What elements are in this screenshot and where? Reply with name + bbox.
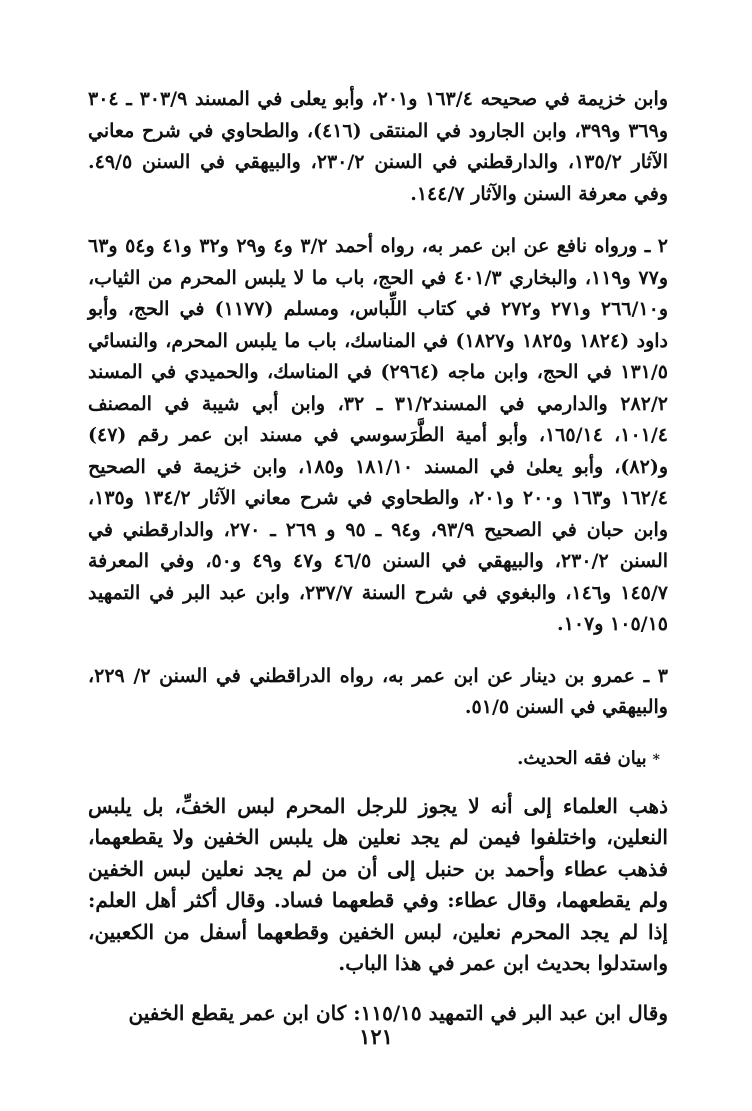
heading-star: * xyxy=(652,751,660,768)
paragraph-fiqh: ذهب العلماء إلى أنه لا يجوز للرجل المحرم لبس الخفِّ، بل يلبس النعلين، واختلفوا فيمن لم يجد نعلين هل يلبس الخفين ولا يقطعهما، فذهب عطاء وأحمد بن حنبل إلى أن من لم يجد نعلين لبس الخفين ولم يقطعهما، وقال عطاء: وفي قطعهما فساد. وقال أكثر أهل العلم: إذا لم يجد المحرم نعلين، لبس الخفين وقطعهما أسفل من الكعبين، واستدلوا بحديث ابن عمر في هذا الباب. xyxy=(88,793,668,975)
paragraph-last-line: وقال ابن عبد البر في التمهيد ١١٥/١٥: كان ابن عمر يقطع الخفين xyxy=(128,1000,668,1025)
page-number: ١٢١ xyxy=(359,1024,393,1049)
section-heading xyxy=(88,744,660,775)
paragraph-amr-narration: ٣ ـ عمرو بن دينار عن ابن عمر به، رواه الدراقطني في السنن ٢/ ٢٢٩، والبيهقي في السنن ٥١/٥. xyxy=(88,664,668,718)
heading-text: بيان فقه الحديث. xyxy=(517,747,647,769)
paragraph-nafi-narration: ٢ ـ ورواه نافع عن ابن عمر به، رواه أحمد ٣/٢ و٤ و٢٩ و٣٢ و٤١ و٥٤ و٦٣ و٧٧ و١١٩، والبخاري ٤٠١/٣ في الحج، باب ما لا يلبس المحرم من الثياب، و٢٦٦/١٠ و٢٧١ و٢٧٢ في كتاب اللِّباس، ومسلم (١١٧٧) في الحج، وأبو داود (١٨٢٤ و١٨٢٥ و١٨٢٧) في المناسك، باب ما يلبس المحرم، والنسائي ١٣١/٥ في الحج، وابن ماجه (٢٩٦٤) في المناسك، والحميدي في المسند ٢٨٢/٢ والدارمي في المسند٣١/٢ ـ ٣٢، وابن أبي شيبة في المصنف ١٠١/٤، ١٦٥/١٤، وأبو أمية الطَّرَسوسي في مسند ابن عمر رقم (٤٧) و(٨٢)، وأبو يعلىٰ في المسند ١٨١/١٠ و١٨٥، وابن خزيمة في الصحيح ١٦٢/٤ و١٦٣ و٢٠٠ و٢٠١، والطحاوي في شرح معاني الآثار ١٣٤/٢ و١٣٥، وابن حبان في الصحيح ٩٣/٩، و٩٤ ـ ٩٥ و ٢٦٩ ـ ٢٧٠، والدارقطني في السنن ٢٣٠/٢، والبيهقي في السنن ٤٦/٥ و٤٧ و٤٩ و٥٠، وفي المعرفة ١٤٥/٧ و١٤٦، والبغوي في شرح السنة ٢٣٧/٧، وابن عبد البر في التمهيد ١٠٥/١٥ و١٠٧. xyxy=(88,235,669,635)
page-body xyxy=(88,84,668,1029)
paragraph-citations-continued: وابن خزيمة في صحيحه ١٦٣/٤ و٢٠١، وأبو يعلى في المسند ٣٠٣/٩ ـ ٣٠٤ و٣٦٩ و٣٩٩، وابن الجارود في المنتقى (٤١٦)، والطحاوي في شرح معاني الآثار ١٣٥/٢، والدارقطني في السنن ٢٣٠/٢، والبيهقي في السنن ٤٩/٥. وفي معرفة السنن والآثار ١٤٤/٧. xyxy=(88,88,669,205)
